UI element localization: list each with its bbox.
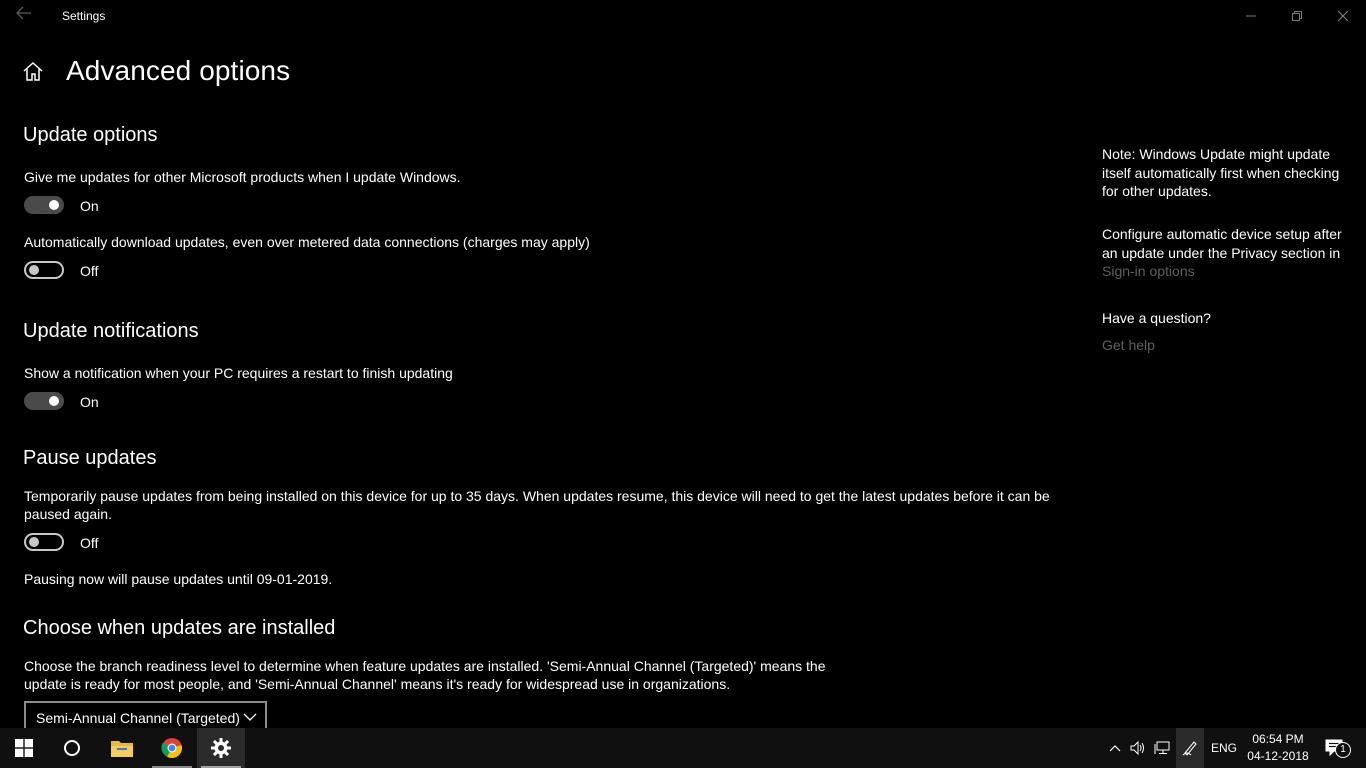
cortana-button[interactable] — [48, 728, 96, 768]
pause-until-note: Pausing now will pause updates until 09-01-2019. — [24, 571, 333, 587]
branch-readiness-value: Semi-Annual Channel (Targeted) — [36, 710, 240, 726]
back-button[interactable] — [12, 6, 36, 26]
network-button[interactable] — [1152, 728, 1174, 768]
window-title: Settings — [62, 9, 106, 23]
chrome-button[interactable] — [148, 728, 196, 768]
other-products-toggle[interactable] — [24, 196, 64, 214]
close-icon — [1337, 10, 1349, 22]
cortana-circle-icon — [63, 739, 81, 757]
minimize-button[interactable] — [1228, 0, 1274, 32]
metered-toggle[interactable] — [24, 261, 64, 279]
speaker-icon — [1130, 741, 1146, 755]
restore-button[interactable] — [1274, 0, 1320, 32]
restart-notice-toggle[interactable] — [24, 392, 64, 410]
pen-icon — [1182, 740, 1198, 756]
toggle-knob — [49, 396, 59, 406]
other-products-label: Give me updates for other Microsoft products when I update Windows. — [24, 169, 461, 185]
get-help-link[interactable]: Get help — [1102, 337, 1155, 353]
action-center-button[interactable] — [1320, 728, 1350, 768]
back-arrow-icon — [16, 6, 32, 20]
restart-notice-state: On — [80, 394, 99, 410]
settings-taskbar-button[interactable] — [197, 728, 245, 768]
pause-updates-label: Temporarily pause updates from being installed on this device for up to 35 days. When updates resume, this device will need to get the latest updates before it can be paused again. — [24, 488, 1050, 522]
update-note: Note: Windows Update might update itself automatically first when checking for other updates. — [1102, 146, 1340, 199]
pause-updates-state: Off — [80, 535, 99, 551]
restart-notice-label: Show a notification when your PC requires a restart to finish updating — [24, 365, 453, 381]
pause-updates-toggle[interactable] — [24, 533, 64, 551]
minimize-icon — [1245, 10, 1257, 22]
home-button[interactable] — [22, 60, 46, 86]
file-explorer-button[interactable] — [98, 728, 146, 768]
show-hidden-icons-button[interactable] — [1104, 728, 1126, 768]
network-icon — [1154, 741, 1172, 755]
taskbar — [0, 728, 1366, 768]
update-notifications-heading: Update notifications — [23, 320, 199, 342]
device-setup-label: Configure automatic device setup after an update under the Privacy section in — [1102, 226, 1342, 261]
title-bar — [0, 0, 1366, 32]
gear-icon — [210, 737, 232, 759]
choose-when-desc: Choose the branch readiness level to determine when feature updates are installed. 'Semi-Annual Channel (Targeted)' means the update is ready for most people, and 'Semi-Annual Channel' means it's ready for widespread use in organizations. — [24, 658, 826, 692]
update-options-heading: Update options — [23, 124, 158, 146]
chevron-up-icon — [1109, 744, 1121, 752]
choose-when-heading: Choose when updates are installed — [23, 617, 336, 639]
toggle-knob — [29, 537, 39, 547]
clock[interactable] — [1244, 731, 1312, 765]
toggle-knob — [29, 265, 39, 275]
clock-time: 06:54 PM — [1252, 732, 1304, 746]
clock-date: 04-12-2018 — [1247, 749, 1309, 763]
question-heading: Have a question? — [1102, 310, 1211, 326]
page-title: Advanced options — [66, 55, 291, 86]
notification-count-badge: 1 — [1335, 742, 1351, 758]
restore-icon — [1291, 10, 1303, 22]
other-products-state: On — [80, 198, 99, 214]
toggle-knob — [49, 200, 59, 210]
input-language-button[interactable]: ENG — [1210, 741, 1237, 755]
metered-state: Off — [80, 263, 99, 279]
sign-in-options-link[interactable]: Sign-in options — [1102, 263, 1195, 279]
chevron-down-icon — [243, 712, 257, 722]
device-setup-text — [1102, 225, 1352, 281]
pause-updates-heading: Pause updates — [23, 447, 157, 469]
close-button[interactable] — [1320, 0, 1366, 32]
start-button[interactable] — [0, 728, 48, 768]
home-icon — [22, 60, 44, 82]
metered-label: Automatically download updates, even over metered data connections (charges may apply) — [24, 234, 590, 250]
folder-icon — [110, 738, 134, 758]
windows-logo-icon — [15, 739, 33, 757]
chrome-icon — [161, 737, 183, 759]
volume-button[interactable] — [1128, 728, 1148, 768]
pen-workspace-button[interactable] — [1176, 728, 1204, 768]
